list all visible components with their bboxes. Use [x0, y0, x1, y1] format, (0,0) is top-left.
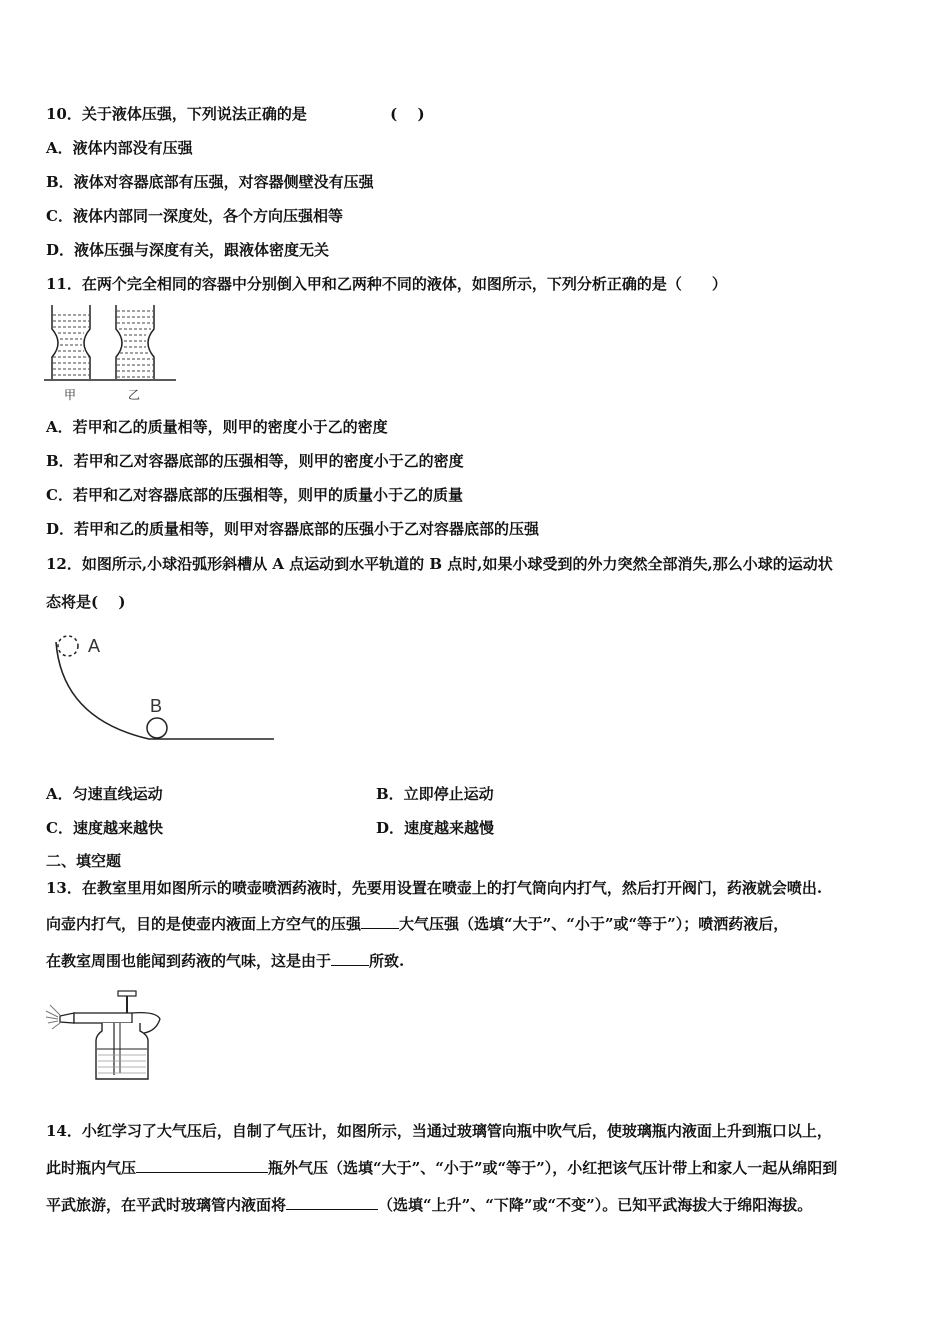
label-b: B: [150, 696, 163, 716]
q10-stem: [46, 103, 425, 124]
q12-track-figure: [44, 624, 278, 746]
q10-option-c: C．液体内部同一深度处，各个方向压强相等: [46, 207, 343, 225]
ball-at-a: [58, 636, 78, 656]
q13-line2: [46, 913, 788, 934]
q13-line1: 13．在教室里用如图所示的喷壶喷洒药液时，先要用设置在喷壶上的打气筒向内打气，然后打开阀门，药液就会喷出.: [46, 879, 823, 897]
q14-line1: 14．小红学习了大气压后，自制了气压计，如图所示，当通过玻璃管向瓶中吹气后，使玻璃瓶内液面上升到瓶口以上，: [46, 1122, 832, 1140]
q12-option-d: D．速度越来越慢: [376, 819, 495, 837]
q14-line3-text-b: （选填“上升”、“下降”或“不变”）。已知平武海拔大于绵阳海拔。: [378, 1196, 813, 1214]
q10-paren: ( ): [390, 105, 425, 123]
ball-at-b: [147, 718, 167, 738]
q12-stem-line2: 态将是( ): [46, 593, 126, 611]
q12-option-c: C．速度越来越快: [46, 819, 163, 837]
q14-line2: [46, 1157, 837, 1178]
section-title-fill-in: 二、填空题: [46, 852, 122, 870]
container-jia: [52, 305, 90, 379]
q11-option-b: B．若甲和乙对容器底部的压强相等，则甲的密度小于乙的密度: [46, 452, 464, 470]
q14-blank-2[interactable]: [286, 1195, 378, 1210]
q13-line2-text-b: 大气压强（选填“大于”、“小于”或“等于”）；喷洒药液后，: [399, 915, 789, 933]
spray-mist: [46, 1005, 60, 1029]
q13-line3: [46, 950, 404, 971]
q14-blank-1[interactable]: [136, 1158, 268, 1173]
q12-stem-line1: 12．如图所示,小球沿弧形斜槽从 A 点运动到水平轨道的 B 点时,如果小球受到的外力突然全部消失,那么小球的运动状: [46, 555, 833, 573]
q13-blank-2[interactable]: [331, 951, 369, 966]
q13-line2-text-a: 向壶内打气，目的是使壶内液面上方空气的压强: [46, 915, 362, 933]
q12-option-b: B．立即停止运动: [376, 785, 494, 803]
q11-option-c: C．若甲和乙对容器底部的压强相等，则甲的质量小于乙的质量: [46, 486, 463, 504]
container-yi: [116, 305, 154, 379]
q10-stem-text: 10．关于液体压强，下列说法正确的是: [46, 105, 307, 123]
q13-line3-text-b: 所致.: [369, 952, 405, 970]
q11-stem: 11．在两个完全相同的容器中分别倒入甲和乙两种不同的液体，如图所示，下列分析正确的是（ ）: [46, 275, 727, 293]
q10-option-b: B．液体对容器底部有压强，对容器侧壁没有压强: [46, 173, 374, 191]
q14-line3: [46, 1194, 812, 1215]
q13-line3-text-a: 在教室周围也能闻到药液的气味，这是由于: [46, 952, 332, 970]
q13-sprayer-figure: [44, 983, 168, 1085]
q11-containers-figure: [44, 303, 176, 403]
label-a: A: [88, 636, 101, 656]
q14-line3-text-a: 平武旅游，在平武时玻璃管内液面将: [46, 1196, 287, 1214]
q10-option-a: A．液体内部没有压强: [46, 139, 193, 157]
q11-option-a: A．若甲和乙的质量相等，则甲的密度小于乙的密度: [46, 418, 388, 436]
label-jia: 甲: [64, 388, 77, 402]
q10-option-d: D．液体压强与深度有关，跟液体密度无关: [46, 241, 330, 259]
label-yi: 乙: [128, 388, 141, 402]
q12-option-a: A．匀速直线运动: [46, 785, 163, 803]
q14-line2-text-a: 此时瓶内气压: [46, 1159, 137, 1177]
q11-option-d: D．若甲和乙的质量相等，则甲对容器底部的压强小于乙对容器底部的压强: [46, 520, 540, 538]
q13-blank-1[interactable]: [361, 914, 399, 929]
q14-line2-text-b: 瓶外气压（选填“大于”、“小于”或“等于”），小红把该气压计带上和家人一起从绵阳到: [268, 1159, 838, 1177]
